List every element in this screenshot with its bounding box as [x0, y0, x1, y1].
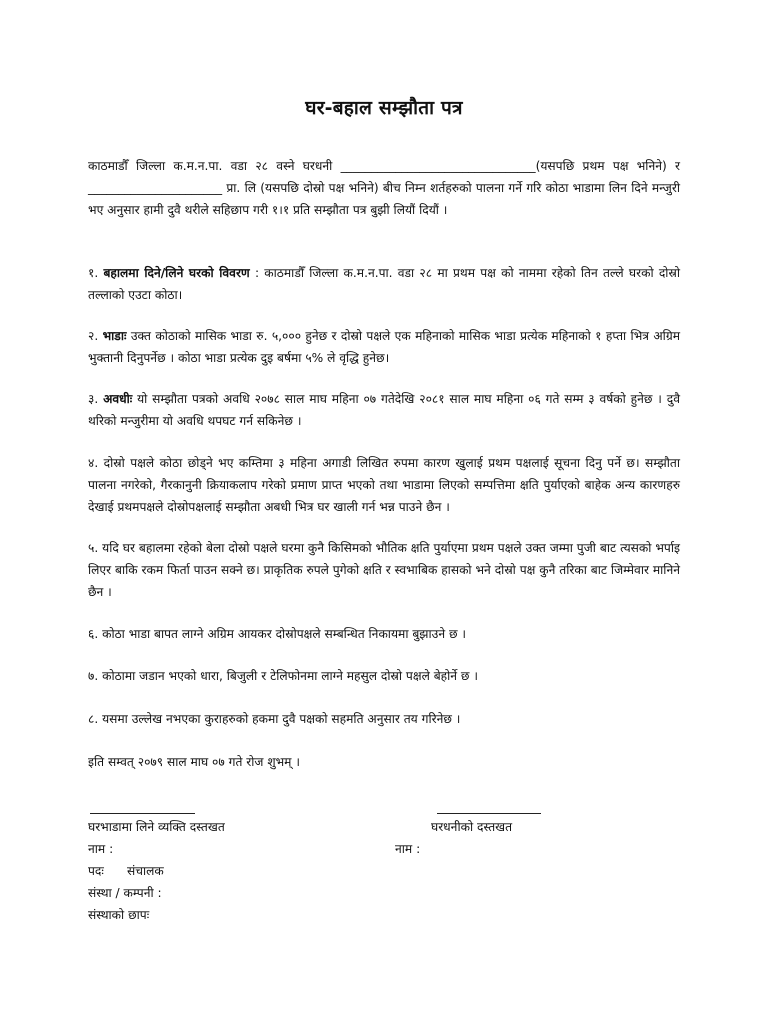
- company-label: संस्था / कम्पनी :: [88, 886, 162, 900]
- clause-number: २.: [88, 329, 103, 343]
- clause-heading: भाडाः: [102, 329, 127, 343]
- clause-text: ६. कोठा भाडा बापत लाग्ने अग्रिम आयकर दोस्रोपक्षले सम्बन्धित निकायमा बुझाउने छ ।: [88, 627, 467, 641]
- tenant-name-label: नाम :: [88, 842, 114, 856]
- clause-text: ५. यदि घर बहालमा रहेको बेला दोस्रो पक्षले घरमा कुनै किसिमको भौतिक क्षति पुर्याएमा प्रथम पक्षले उक्त जम्मा पुजी बाट त्यसको भर्पाइ लिएर बाकि रकम फिर्ता पाउन सक्ने छ। प्राकृतिक रुपले पुगेको क्षति र स्वभाबिक हासको भने दोस्रो पक्ष कुनै तरिका बाट जिम्मेवार मानिने छैन ।: [88, 541, 680, 599]
- clause-text: ८. यसमा उल्लेख नभएका कुराहरुको हकमा दुवै पक्षको सहमति अनुसार तय गरिनेछ ।: [88, 712, 461, 726]
- clause-7: [88, 665, 680, 687]
- clause-text: ४. दोस्रो पक्षले कोठा छोड्ने भए कम्तिमा ३ महिना अगाडी लिखित रुपमा कारण खुलाई प्रथम पक्षलाई सूचना दिनु पर्ने छ। सम्झौता पालना नगरेको, गैरकानुनी क्रियाकलाप गरेको प्रमाण प्राप्त भएको तथा भाडामा लिएको सम्पत्तिमा क्षति पुर्याएको बाहेक अन्य कारणहरु देखाई प्रथमपक्षले दोस्रोपक्षलाई सम्झौता अबधी भित्र घर खाली गर्न भन्न पाउने छैन ।: [88, 456, 680, 514]
- owner-signature-line: [437, 813, 541, 814]
- clause-6: [88, 623, 680, 645]
- clause-number: १.: [88, 266, 104, 280]
- document-title: घर-बहाल सम्झौता पत्र: [305, 97, 463, 119]
- owner-name-label: नाम :: [395, 842, 421, 856]
- clause-text: उक्त कोठाको मासिक भाडा रु. ५,००० हुनेछ र दोस्रो पक्षले एक महिनाको मासिक भाडा प्रत्येक महिनाको १ हप्ता भित्र अग्रिम भुक्तानी दिनुपर्नेछ । कोठा भाडा प्रत्येक दुइ बर्षमा ५% ले वृद्धि हुनेछ।: [88, 329, 680, 365]
- clause-5: [88, 537, 680, 603]
- post-value: संचालक: [127, 864, 164, 878]
- clause-4: [88, 452, 680, 518]
- clause-text: : काठमाडौँ जिल्ला क.म.न.पा. वडा २८ मा प्रथम पक्ष को नाममा रहेको तिन तल्ले घरको दोस्रो तल्लाको एउटा कोठा।: [88, 266, 680, 302]
- post-label: पदः: [88, 864, 104, 878]
- tenant-signature-line: [90, 813, 195, 814]
- intro-paragraph: काठमाडौँ जिल्ला क.म.न.पा. वडा २८ वस्ने घरधनी ________________________________(यसपछि प्रथम पक्ष भनिने) र ______________________ प्रा. लि (यसपछि दोस्रो पक्ष भनिने) बीच निम्न शर्तहरुको पालना गर्ने गरि कोठा भाडामा लिन दिने मन्जुरी भए अनुसार हामी दुवै थरीले सहिछाप गरी १।१ प्रति सम्झौता पत्र बुझी लियौं दियौं ।: [88, 159, 680, 217]
- tenant-signature-caption: घरभाडामा लिने व्यक्ति दस्तखत: [88, 820, 225, 834]
- closing-line: इति सम्वत् २०७९ साल माघ ०७ गते रोज शुभम् ।: [88, 755, 300, 769]
- stamp-label: संस्थाको छापः: [88, 908, 150, 922]
- clause-2: [88, 325, 680, 369]
- clause-text: ७. कोठामा जडान भएको धारा, बिजुली र टेलिफोनमा लाग्ने महसुल दोस्रो पक्षले बेहोर्ने छ ।: [88, 669, 478, 683]
- owner-signature-caption: घरधनीको दस्तखत: [431, 820, 513, 834]
- clause-text: यो सम्झौता पत्रको अवधि २०७८ साल माघ महिना ०७ गतेदेखि २०८१ साल माघ महिना ०६ गते सम्म ३ वर्षको हुनेछ । दुवै थरिको मन्जुरीमा यो अवधि थपघट गर्न सकिनेछ ।: [88, 392, 680, 428]
- clause-3: [88, 388, 680, 432]
- clause-number: ३.: [88, 392, 104, 406]
- clause-1: [88, 262, 680, 306]
- clause-heading: अवधीः: [103, 392, 133, 406]
- clause-heading: बहालमा दिने/लिने घरको विवरण: [103, 266, 250, 280]
- clause-8: [88, 708, 680, 730]
